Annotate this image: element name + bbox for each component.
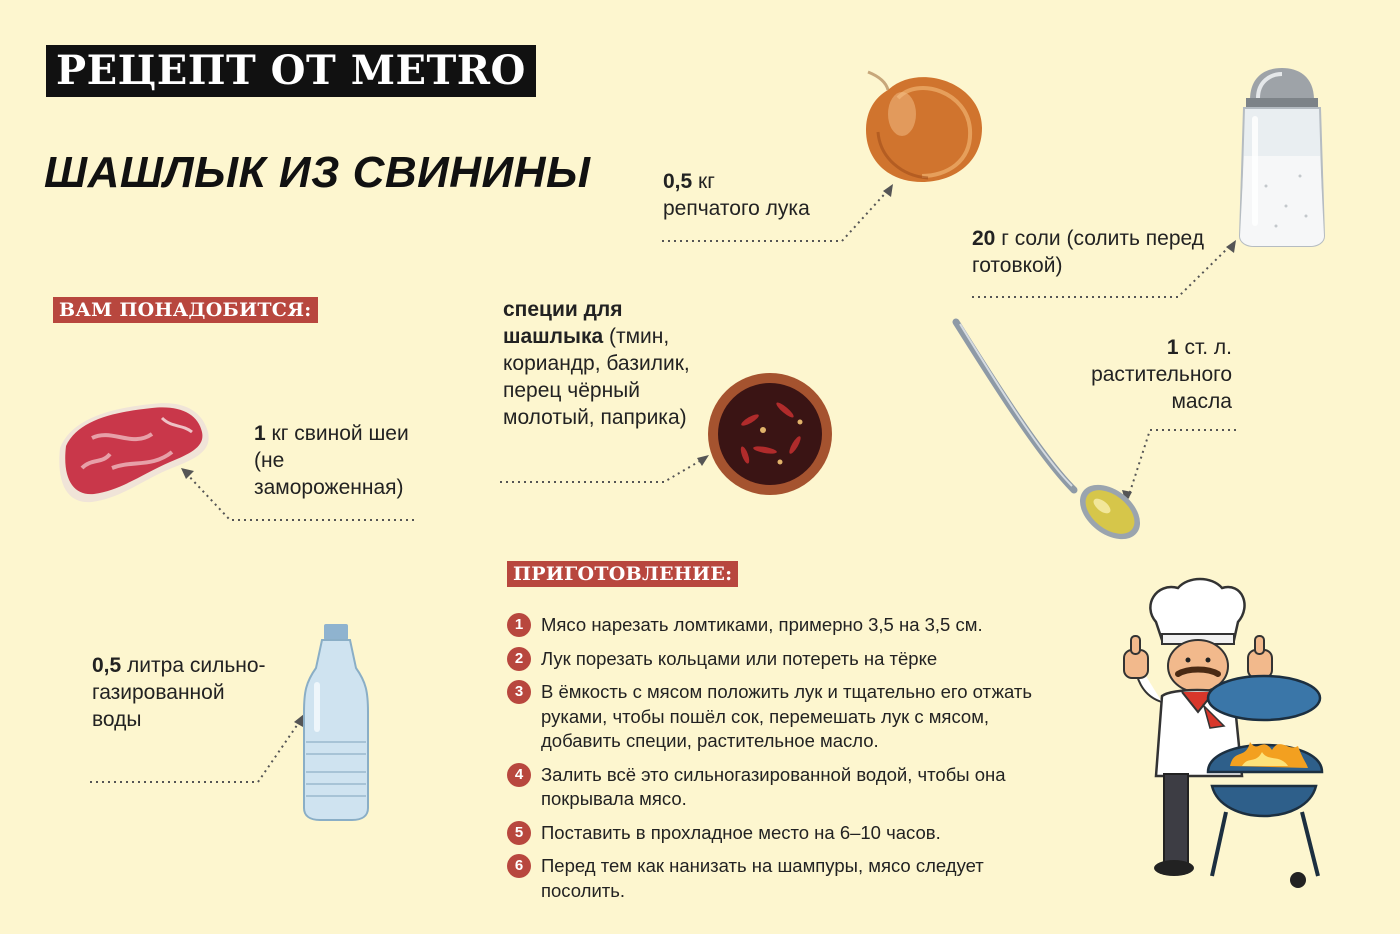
- ingredient-onion: [663, 168, 833, 222]
- preparation-heading: ПРИГОТОВЛЕНИЕ:: [507, 561, 738, 587]
- onion-icon: [858, 62, 986, 184]
- spice-bowl-icon: [705, 370, 835, 498]
- onion-text: репчатого лука: [663, 197, 810, 220]
- salt-amount: 20: [972, 227, 996, 250]
- chef-grill-icon: [1112, 576, 1328, 892]
- water-amount: 0,5: [92, 654, 122, 677]
- step-text: Мясо нарезать ломтиками, примерно 3,5 на 3,5 см.: [541, 614, 983, 635]
- oil-amount: 1: [1166, 336, 1179, 359]
- spices-amount: специи для шашлыка: [503, 298, 623, 348]
- brand-label: РЕЦЕПТ ОТ METRO: [46, 45, 536, 97]
- step-number: 2: [507, 647, 531, 671]
- spoon-icon: [950, 316, 1150, 546]
- step-item: [507, 647, 1067, 672]
- water-text: литра сильно-газированной воды: [92, 654, 266, 731]
- step-item: [507, 613, 1067, 638]
- step-text: Лук порезать кольцами или потереть на тёрке: [541, 647, 938, 669]
- pork-text: кг свиной шеи (не замороженная): [254, 422, 409, 499]
- meat-icon: [52, 398, 214, 508]
- step-item: [507, 763, 1067, 812]
- step-number: 5: [507, 821, 531, 845]
- onion-amount: 0,5: [663, 170, 693, 193]
- step-number: 6: [507, 854, 531, 878]
- ingredient-spices: [503, 296, 703, 431]
- step-number: 1: [507, 613, 531, 637]
- step-text: Поставить в прохладное место на 6–10 часов.: [541, 821, 941, 843]
- page-title: ШАШЛЫК ИЗ СВИНИНЫ: [44, 148, 591, 197]
- ingredients-heading: ВАМ ПОНАДОБИТСЯ:: [53, 297, 318, 323]
- step-number: 3: [507, 680, 531, 704]
- step-item: [507, 680, 1067, 754]
- step-text: Перед тем как нанизать на шампуры, мясо следует посолить.: [541, 855, 984, 901]
- water-bottle-icon: [300, 622, 372, 822]
- step-number: 4: [507, 763, 531, 787]
- step-item: [507, 854, 1067, 903]
- step-text: Залить всё это сильногазированной водой, чтобы она покрывала мясо.: [541, 763, 1006, 809]
- ingredient-pork: [254, 420, 429, 501]
- spices-text: (тмин, кориандр, базилик, перец чёрный молотый, паприка): [503, 325, 690, 429]
- oil-text: ст. л. растительного масла: [1091, 336, 1232, 413]
- ingredient-salt: [972, 225, 1212, 279]
- salt-text: г соли (солить перед готовкой): [972, 227, 1204, 277]
- salt-shaker-icon: [1236, 66, 1328, 248]
- pork-amount: 1: [254, 422, 266, 445]
- ingredient-water: [92, 652, 267, 733]
- steps-list: [507, 613, 1067, 912]
- step-text: В ёмкость с мясом положить лук и тщательно его отжать руками, чтобы пошёл сок, перемешать лук с мясом, добавить специи, растительное масло.: [541, 681, 1032, 751]
- step-item: [507, 821, 1067, 846]
- onion-unit: кг: [698, 170, 715, 193]
